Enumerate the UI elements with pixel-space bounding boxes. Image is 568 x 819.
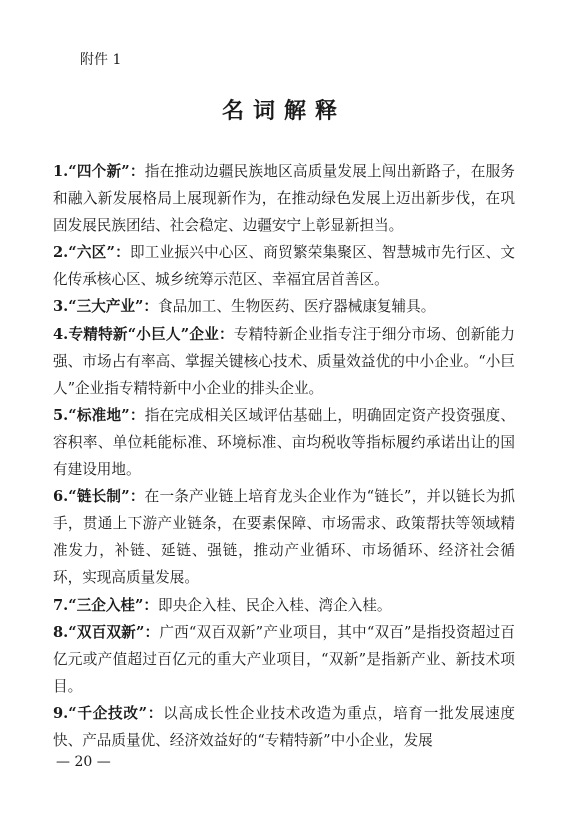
page-title: 名词解释	[221, 98, 346, 124]
glossary-term: 8.“双百双新”：	[53, 623, 160, 641]
glossary-entry	[53, 700, 515, 754]
glossary-entry	[53, 402, 515, 483]
glossary-term: 4.专精特新“小巨人”企业：	[53, 325, 234, 343]
glossary-definition: 在一条产业链上培育龙头企业作为“链长”，并以链长为抓手，贯通上下游产业链条，在要素保障、市场需求、政策帮扶等领域精准发力，补链、延链、强链，推动产业循环、市场循环、经济社会循环，实现高质量发展。	[53, 488, 515, 587]
glossary-term: 7.“三企入桂”：	[53, 596, 158, 614]
glossary-term: 1.“四个新”：	[53, 163, 145, 180]
glossary-list	[53, 158, 515, 754]
glossary-term: 2.“六区”：	[53, 244, 130, 262]
glossary-definition: 食品加工、生物医药、医疗器械康复辅具。	[158, 298, 436, 316]
glossary-term: 3.“三大产业”：	[53, 298, 158, 316]
glossary-definition: 即央企入桂、民企入桂、湾企入桂。	[158, 596, 392, 614]
glossary-entry	[53, 158, 515, 239]
glossary-term: 9.“千企技改”：	[53, 704, 164, 722]
glossary-definition: 以高成长性企业技术改造为重点，培育一批发展速度快、产品质量优、经济效益好的“专精特新”中小企业，发展	[53, 704, 515, 749]
glossary-entry	[53, 293, 515, 320]
glossary-entry	[53, 619, 515, 700]
glossary-definition: 即工业振兴中心区、商贸繁荣集聚区、智慧城市先行区、文化传承核心区、城乡统筹示范区、幸福宜居首善区。	[53, 244, 515, 289]
glossary-definition: 专精特新企业指专注于细分市场、创新能力强、市场占有率高、掌握关键核心技术、质量效益优的中小企业。“小巨人”企业指专精特新中小企业的排头企业。	[53, 325, 515, 397]
attachment-label: 附件 1	[80, 52, 122, 68]
glossary-term: 6.“链长制”：	[53, 488, 145, 506]
glossary-definition: 指在完成相关区域评估基础上，明确固定资产投资强度、容积率、单位耗能标准、环境标准、亩均税收等指标履约承诺出让的国有建设用地。	[53, 406, 515, 479]
glossary-definition: 指在推动边疆民族地区高质量发展上闯出新路子，在服务和融入新发展格局上展现新作为，在推动绿色发展上迈出新步伐，在巩固发展民族团结、社会稳定、边疆安宁上彰显新担当。	[53, 163, 515, 235]
glossary-definition: 广西“双百双新”产业项目，其中“双百”是指投资超过百亿元或产值超过百亿元的重大产业项目，“双新”是指新产业、新技术项目。	[53, 623, 515, 695]
glossary-entry	[53, 483, 515, 591]
glossary-entry	[53, 592, 515, 619]
page-number: — 20 —	[56, 754, 111, 770]
glossary-entry	[53, 321, 515, 402]
glossary-term: 5.“标准地”：	[53, 406, 145, 424]
glossary-entry	[53, 239, 515, 293]
